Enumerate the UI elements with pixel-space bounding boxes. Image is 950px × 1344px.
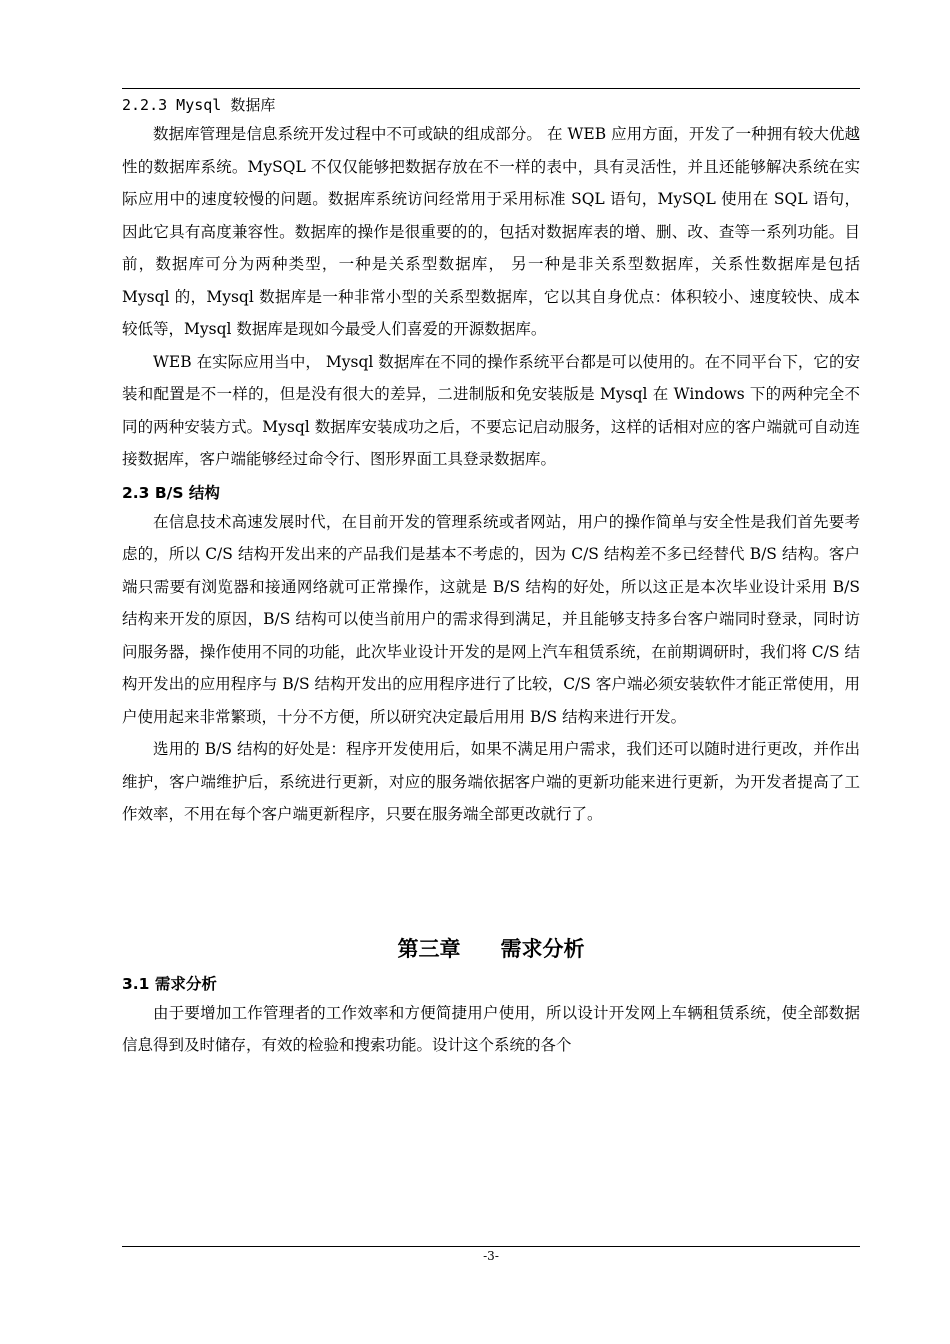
chapter-name: 需求分析 bbox=[500, 936, 585, 961]
section-heading-2-2-3: 2.2.3 Mysql 数据库 bbox=[122, 96, 276, 114]
chapter-number: 第三章 bbox=[397, 936, 461, 961]
paragraph-bs-1: 在信息技术高速发展时代，在目前开发的管理系统或者网站，用户的操作简单与安全性是我们首先要考虑的，所以 C/S 结构开发出来的产品我们是基本不考虑的，因为 C/S 结构差不多已经替代 B/S 结构。客户端只需要有浏览器和接通网络就可正常操作，这就是 B/S 结构的好处，所以这正是本次毕业设计采用 B/S 结构来开发的原因，B/S 结构可以使当前用户的需求得到满足，并且能够支持多台客户端同时登录，同时访问服务器，操作使用不同的功能，此次毕业设计开发的是网上汽车租赁系统，在前期调研时，我们将 C/S 结构开发出的应用程序与 B/S 结构开发出的应用程序进行了比较，C/S 客户端必须安装软件才能正常使用，用户使用起来非常繁琐，十分不方便，所以研究决定最后用用 B/S 结构来进行开发。 bbox=[122, 512, 860, 726]
paragraph-mysql-2: WEB 在实际应用当中， Mysql 数据库在不同的操作系统平台都是可以使用的。在不同平台下，它的安装和配置是不一样的，但是没有很大的差异，二进制版和免安装版是 Mysql 在 Windows 下的两种完全不同的两种安装方式。Mysql 数据库安装成功之后，不要忘记启动服务，这样的话相对应的客户端就可自动连接数据库，客户端能够经过命令行、图形界面工具登录数据库。 bbox=[122, 352, 860, 468]
header-rule bbox=[122, 88, 860, 89]
paragraph-mysql-1: 数据库管理是信息系统开发过程中不可或缺的组成部分。 在 WEB 应用方面，开发了一种拥有较大优越性的数据库系统。MySQL 不仅仅能够把数据存放在不一样的表中，具有灵活性，并且还能够解决系统在实际应用中的速度较慢的问题。数据库系统访问经常用于采用标准 SQL 语句，MySQL 使用在 SQL 语句，因此它具有高度兼容性。数据库的操作是很重要的的，包括对数据库表的增、删、改、查等一系列功能。目前，数据库可分为两种类型，一种是关系型数据库， 另一种是非关系型数据库，关系性数据库是包括 Mysql 的，Mysql 数据库是一种非常小型的关系型数据库，它以其自身优点：体积较小、速度较快、成本较低等，Mysql 数据库是现如今最受人们喜爱的开源数据库。 bbox=[122, 125, 860, 338]
chapter-title bbox=[122, 929, 860, 969]
footer-rule bbox=[122, 1246, 860, 1247]
section-heading-3-1: 3.1 需求分析 bbox=[122, 974, 217, 993]
page-content bbox=[122, 92, 860, 1062]
paragraph-bs-2: 选用的 B/S 结构的好处是：程序开发使用后，如果不满足用户需求，我们还可以随时进行更改，并作出维护，客户端维护后，系统进行更新，对应的服务端依据客户端的更新功能来进行更新，为开发者提高了工作效率，不用在每个客户端更新程序，只要在服务端全部更改就行了。 bbox=[122, 740, 860, 823]
section-heading-2-3: 2.3 B/S 结构 bbox=[122, 483, 220, 502]
page-number: -3- bbox=[483, 1249, 499, 1263]
paragraph-req-1: 由于要增加工作管理者的工作效率和方便简捷用户使用，所以设计开发网上车辆租赁系统，使全部数据信息得到及时储存，有效的检验和搜索功能。设计这个系统的各个 bbox=[122, 1003, 860, 1054]
